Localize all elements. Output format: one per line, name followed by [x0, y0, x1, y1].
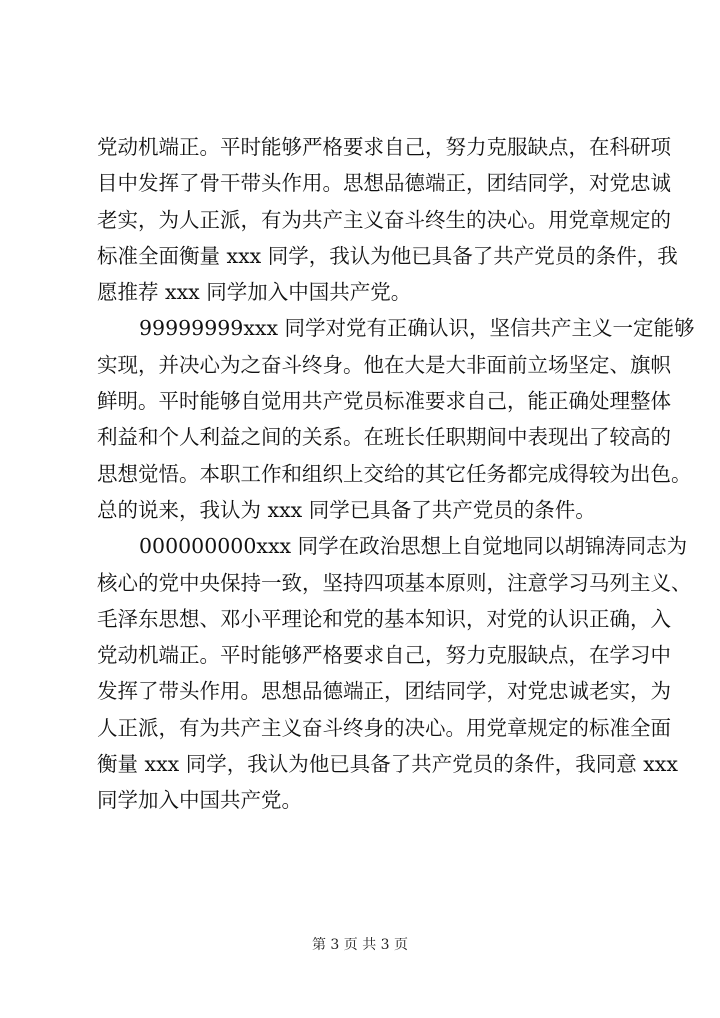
- text-line: 000000000xxx 同学在政治思想上自觉地同以胡锦涛同志为: [139, 534, 688, 559]
- page-footer: 第 3 页 共 3 页: [311, 937, 409, 953]
- text-line: 标准全面衡量 xxx 同学，我认为他已具备了共产党员的条件，我: [97, 243, 678, 268]
- text-line: 思想觉悟。本职工作和组织上交给的其它任务都完成得较为出色。: [97, 461, 692, 486]
- paragraph: [97, 129, 678, 310]
- text-line: 核心的党中央保持一致，坚持四项基本原则，注意学习马列主义、: [97, 570, 692, 595]
- text-line: 同学加入中国共产党。: [97, 788, 302, 813]
- text-line: 目中发挥了骨干带头作用。思想品德端正，团结同学，对党忠诚: [97, 171, 671, 196]
- text-line: 发挥了带头作用。思想品德端正，团结同学，对党忠诚老实，为: [97, 679, 671, 704]
- text-line: 总的说来，我认为 xxx 同学已具备了共产党员的条件。: [97, 497, 596, 522]
- text-line: 99999999xxx 同学对党有正确认识，坚信共产主义一定能够: [139, 316, 695, 341]
- paragraph: [97, 310, 695, 528]
- text-line: 老实，为人正派，有为共产主义奋斗终生的决心。用党章规定的: [97, 207, 671, 232]
- text-line: 愿推荐 xxx 同学加入中国共产党。: [97, 280, 412, 305]
- text-line: 鲜明。平时能够自觉用共产党员标准要求自己，能正确处理整体: [97, 389, 671, 414]
- text-line: 党动机端正。平时能够严格要求自己，努力克服缺点，在科研项: [97, 135, 671, 159]
- text-line: 毛泽东思想、邓小平理论和党的基本知识，对党的认识正确，入: [97, 606, 671, 631]
- text-line: 实现，并决心为之奋斗终身。他在大是大非面前立场坚定、旗帜: [97, 352, 671, 377]
- document-body: [97, 129, 695, 819]
- text-line: 党动机端正。平时能够严格要求自己，努力克服缺点，在学习中: [97, 643, 671, 668]
- text-line: 人正派，有为共产主义奋斗终身的决心。用党章规定的标准全面: [97, 715, 671, 740]
- text-line: 衡量 xxx 同学，我认为他已具备了共产党员的条件，我同意 xxx: [97, 752, 678, 777]
- paragraph: [97, 528, 692, 818]
- text-line: 利益和个人利益之间的关系。在班长任职期间中表现出了较高的: [97, 425, 671, 450]
